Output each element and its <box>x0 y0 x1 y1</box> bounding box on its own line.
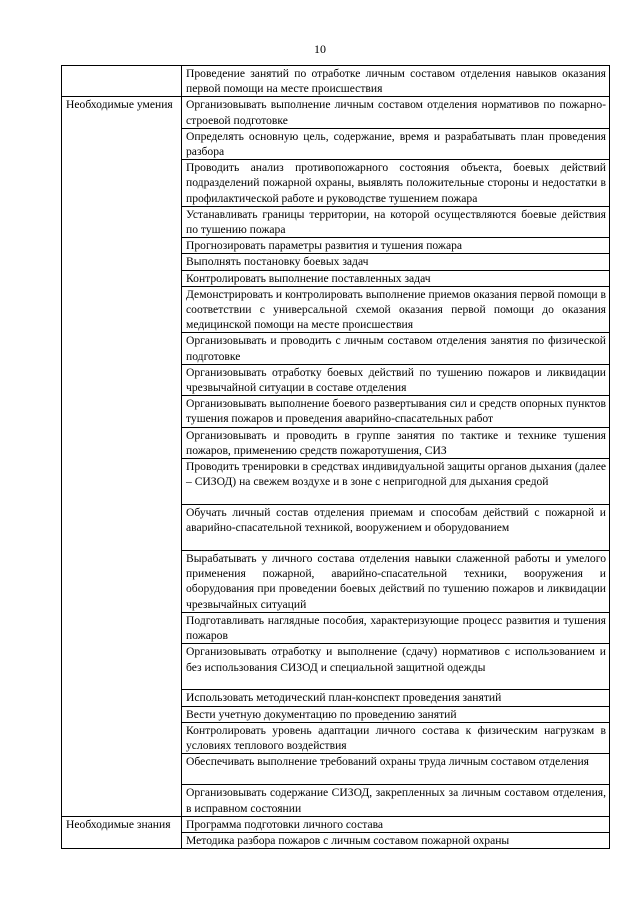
row-item: Обучать личный состав отделения приемам и способам действий с пожарной и аварийно-спасательной техникой, вооружением и оборудованием <box>182 505 610 551</box>
row-item: Организовывать отработку боевых действий по тушению пожаров и ликвидации чрезвычайной ситуации в составе отделения <box>182 364 610 395</box>
row-item: Организовывать содержание СИЗОД, закрепленных за личным составом отделения, в исправном состоянии <box>182 785 610 816</box>
row-item: Проводить анализ противопожарного состояния объекта, боевых действий подразделений пожарной охраны, выявлять положительные стороны и недостатки в профилактической работе и руководстве тушением пожара <box>182 160 610 207</box>
table-row <box>62 66 610 97</box>
row-label <box>62 66 182 97</box>
row-item: Проведение занятий по отработке личным составом отделения навыков оказания первой помощи на месте происшествия <box>182 66 610 97</box>
row-item: Устанавливать границы территории, на которой осуществляются боевые действия по тушению пожара <box>182 206 610 237</box>
table-row <box>62 97 610 128</box>
row-item: Вести учетную документацию по проведению занятий <box>182 706 610 722</box>
row-item: Вырабатывать у личного состава отделения навыки слаженной работы и умелого применения пожарной, аварийно-спасательной техники, вооружения и оборудования при проведении боевых действий по тушению пожаров и ликвидации чрезвычайных ситуаций <box>182 551 610 613</box>
row-item: Прогнозировать параметры развития и тушения пожара <box>182 238 610 254</box>
table-row <box>62 816 610 832</box>
row-item: Организовывать выполнение личным составом отделения нормативов по пожарно-строевой подготовке <box>182 97 610 128</box>
row-label: Необходимые знания <box>62 816 182 848</box>
row-item: Контролировать выполнение поставленных задач <box>182 270 610 286</box>
row-label: Необходимые умения <box>62 97 182 816</box>
row-item: Обеспечивать выполнение требований охраны труда личным составом отделения <box>182 754 610 785</box>
row-item: Методика разбора пожаров с личным составом пожарной охраны <box>182 832 610 848</box>
row-item: Организовывать и проводить с личным составом отделения занятия по физической подготовке <box>182 333 610 364</box>
row-item: Проводить тренировки в средствах индивидуальной защиты органов дыхания (далее – СИЗОД) на свежем воздухе и в зоне с непригодной для дыхания средой <box>182 459 610 505</box>
row-item: Подготавливать наглядные пособия, характеризующие процесс развития и тушения пожаров <box>182 613 610 644</box>
row-item: Использовать методический план-конспект проведения занятий <box>182 690 610 706</box>
row-item: Определять основную цель, содержание, время и разрабатывать план проведения разбора <box>182 128 610 159</box>
row-item: Организовывать и проводить в группе занятия по тактике и технике тушения пожаров, применению средств пожаротушения, СИЗ <box>182 427 610 458</box>
row-item: Выполнять постановку боевых задач <box>182 254 610 270</box>
row-item: Организовывать отработку и выполнение (сдачу) нормативов с использованием и без использования СИЗОД и специальной защитной одежды <box>182 644 610 690</box>
row-item: Программа подготовки личного состава <box>182 816 610 832</box>
competency-table <box>61 65 610 849</box>
row-item: Демонстрировать и контролировать выполнение приемов оказания первой помощи в соответствии с универсальной схемой оказания первой помощи до оказания медицинской помощи на месте происшествия <box>182 286 610 333</box>
row-item: Контролировать уровень адаптации личного состава к физическим нагрузкам в условиях теплового воздействия <box>182 722 610 753</box>
row-item: Организовывать выполнение боевого развертывания сил и средств опорных пунктов тушения пожаров и проведения аварийно-спасательных работ <box>182 396 610 427</box>
page-number: 10 <box>314 42 326 56</box>
